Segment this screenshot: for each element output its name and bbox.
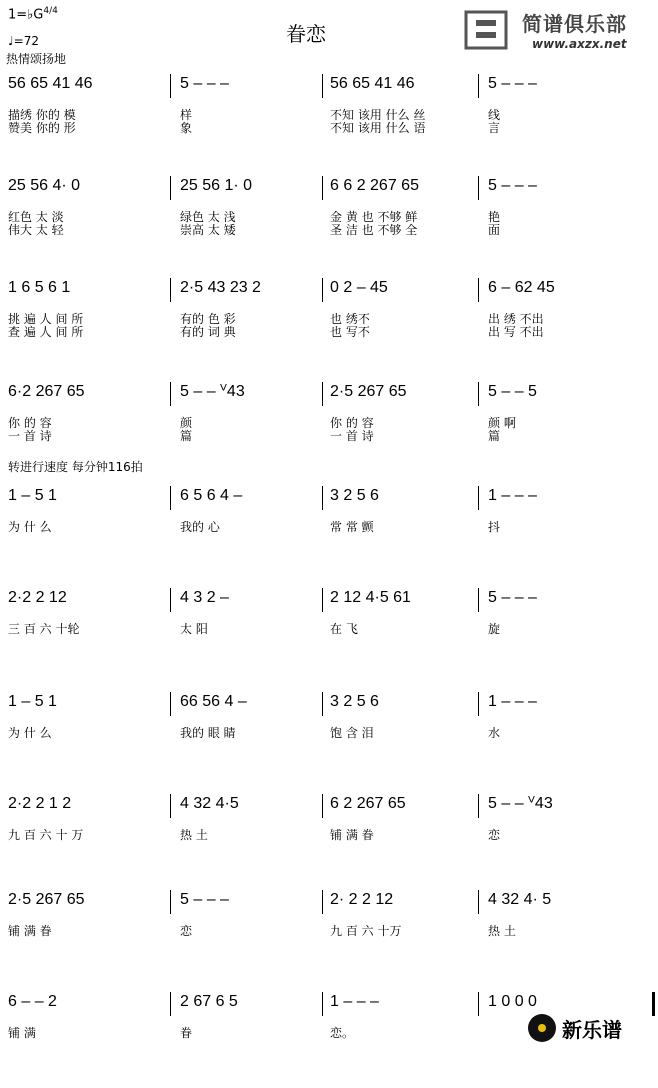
measure-notes: 5 – – ⱽ43 — [180, 383, 245, 400]
bar-line — [322, 74, 323, 98]
bar-line — [478, 588, 479, 612]
measure-notes: 1 – – – — [488, 693, 537, 710]
lyric-verse-1: 我的 眼 睛 — [180, 726, 236, 740]
bar-line — [478, 890, 479, 914]
lyric-verse-1: 恋 — [488, 828, 501, 842]
measure-notes: 1 – – – — [488, 487, 537, 504]
logo-name: 简谱俱乐部 — [522, 12, 627, 36]
measure-notes: 1 – – – — [330, 993, 379, 1010]
measure-notes: 6 6 2 267 65 — [330, 177, 419, 194]
score-row — [0, 482, 658, 582]
score-row — [0, 790, 658, 890]
lyric-verse-1: 有的 色 彩 — [180, 312, 236, 326]
lyric-verse-1: 绿色 太 浅 — [180, 210, 236, 224]
measure-notes: 2·2 2 1 2 — [8, 795, 72, 812]
lyric-verse-2: 象 — [180, 121, 193, 135]
bar-line — [170, 278, 171, 302]
bar-line — [322, 486, 323, 510]
tempo-change-note: 转进行速度 每分钟116拍 — [8, 460, 143, 474]
bar-line — [322, 692, 323, 716]
measure-notes: 5 – – – — [488, 177, 537, 194]
lyric-verse-1: 也 绣不 — [330, 312, 370, 326]
score-row — [0, 172, 658, 272]
measure-notes: 6·2 267 65 — [8, 383, 85, 400]
lyric-verse-1: 三 百 六 十轮 — [8, 622, 80, 636]
key-signature: $1=♭G^{4/4}$ — [8, 6, 58, 23]
lyric-verse-1: 红色 太 淡 — [8, 210, 64, 224]
measure-notes: 3 2 5 6 — [330, 693, 379, 710]
measure-notes: 2·2 2 12 — [8, 589, 67, 606]
bar-line — [322, 794, 323, 818]
measure-notes: 6 2 267 65 — [330, 795, 406, 812]
lyric-verse-2: 篇 — [180, 429, 193, 443]
lyric-verse-1: 九 百 六 十 万 — [8, 828, 84, 842]
measure-notes: 5 – – – — [488, 75, 537, 92]
measure-notes: 56 65 41 46 — [8, 75, 93, 92]
score-row — [0, 688, 658, 788]
measure-notes: 3 2 5 6 — [330, 487, 379, 504]
measure-notes: 4 3 2 – — [180, 589, 229, 606]
lyric-verse-2: 篇 — [488, 429, 501, 443]
lyric-verse-1: 眷 — [180, 1026, 193, 1040]
lyric-verse-1: 铺 满 眷 — [8, 924, 52, 938]
lyric-verse-2: 出 写 不出 — [488, 325, 544, 339]
bar-line — [478, 382, 479, 406]
logo-url: www.axzx.net — [532, 37, 627, 51]
measure-notes: 6 5 6 4 – — [180, 487, 243, 504]
bar-line — [170, 890, 171, 914]
lyric-verse-2: 也 写不 — [330, 325, 370, 339]
lyric-verse-1: 挑 遍 人 间 所 — [8, 312, 84, 326]
measure-notes: 6 – – 2 — [8, 993, 57, 1010]
measure-notes: 56 65 41 46 — [330, 75, 415, 92]
bar-line — [170, 382, 171, 406]
bar-line — [478, 176, 479, 200]
bar-line — [322, 176, 323, 200]
bar-line — [170, 74, 171, 98]
lyric-verse-1: 热 土 — [488, 924, 516, 938]
song-title: 眷恋 — [286, 22, 326, 46]
lyric-verse-2: 言 — [488, 121, 501, 135]
record-disc-icon — [528, 1014, 556, 1042]
lyric-verse-1: 九 百 六 十万 — [330, 924, 402, 938]
bar-line — [170, 588, 171, 612]
measure-notes: 66 56 4 – — [180, 693, 247, 710]
score-row — [0, 274, 658, 374]
lyric-verse-2: 圣 洁 也 不够 全 — [330, 223, 418, 237]
measure-notes: 5 – – 5 — [488, 383, 537, 400]
lyric-verse-1: 颜 — [180, 416, 193, 430]
measure-notes: 25 56 1· 0 — [180, 177, 253, 194]
lyric-verse-1: 你 的 容 — [8, 416, 52, 430]
score-row — [0, 70, 658, 170]
measure-notes: 2· 2 2 12 — [330, 891, 394, 908]
logo-mark-icon — [462, 4, 522, 54]
bar-line — [478, 278, 479, 302]
lyric-verse-1: 水 — [488, 726, 501, 740]
bar-line — [478, 992, 479, 1016]
measure-notes: 4 32 4·5 — [180, 795, 239, 812]
measure-notes: 1 6 5 6 1 — [8, 279, 71, 296]
measure-notes: 1 – 5 1 — [8, 487, 57, 504]
measure-notes: 4 32 4· 5 — [488, 891, 552, 908]
lyric-verse-1: 出 绣 不出 — [488, 312, 544, 326]
brand-name: 新乐谱 — [562, 1018, 622, 1042]
bar-line — [170, 692, 171, 716]
lyric-verse-1: 金 黄 也 不够 鲜 — [330, 210, 418, 224]
score-row — [0, 584, 658, 684]
lyric-verse-2: 有的 词 典 — [180, 325, 236, 339]
lyric-verse-2: 一 首 诗 — [8, 429, 52, 443]
bar-line — [322, 890, 323, 914]
lyric-verse-1: 饱 含 泪 — [330, 726, 374, 740]
lyric-verse-1: 描绣 你的 模 — [8, 108, 76, 122]
measure-notes: 0 2 – 45 — [330, 279, 388, 296]
measure-notes: 5 – – – — [488, 589, 537, 606]
lyric-verse-1: 我的 心 — [180, 520, 220, 534]
lyric-verse-1: 铺 满 眷 — [330, 828, 374, 842]
lyric-verse-1: 为 什 么 — [8, 520, 52, 534]
lyric-verse-1: 线 — [488, 108, 501, 122]
bar-line — [170, 794, 171, 818]
lyric-verse-1: 恋。 — [330, 1026, 355, 1040]
lyric-verse-2: 赞美 你的 形 — [8, 121, 76, 135]
lyric-verse-1: 艳 — [488, 210, 501, 224]
bar-line — [478, 486, 479, 510]
lyric-verse-1: 恋 — [180, 924, 193, 938]
bar-line — [478, 692, 479, 716]
lyric-verse-1: 热 土 — [180, 828, 208, 842]
measure-notes: 2·5 267 65 — [8, 891, 85, 908]
bar-line — [170, 486, 171, 510]
lyric-verse-2: 崇高 太 矮 — [180, 223, 236, 237]
bar-line — [322, 992, 323, 1016]
lyric-verse-2: 一 首 诗 — [330, 429, 374, 443]
measure-notes: 1 0 0 0 — [488, 993, 537, 1010]
measure-notes: 25 56 4· 0 — [8, 177, 81, 194]
lyric-verse-1: 颜 啊 — [488, 416, 516, 430]
lyric-verse-1: 不知 该用 什么 丝 — [330, 108, 426, 122]
lyric-verse-1: 抖 — [488, 520, 501, 534]
measure-notes: 2 67 6 5 — [180, 993, 238, 1010]
bar-line — [170, 992, 171, 1016]
score-row — [0, 886, 658, 986]
brand-logo — [528, 1012, 654, 1046]
bar-line — [478, 794, 479, 818]
site-logo — [462, 4, 654, 54]
lyric-verse-1: 太 阳 — [180, 622, 208, 636]
measure-notes: 5 – – – — [180, 75, 229, 92]
lyric-verse-2: 面 — [488, 223, 501, 237]
lyric-verse-1: 为 什 么 — [8, 726, 52, 740]
measure-notes: 2 12 4·5 61 — [330, 589, 411, 606]
lyric-verse-1: 你 的 容 — [330, 416, 374, 430]
lyric-verse-1: 样 — [180, 108, 193, 122]
tempo-marking: ♩=72 — [8, 34, 39, 48]
bar-line — [322, 278, 323, 302]
bar-line — [322, 588, 323, 612]
lyric-verse-1: 常 常 颤 — [330, 520, 374, 534]
measure-notes: 5 – – ⱽ43 — [488, 795, 553, 812]
time-signature: 4/4 — [43, 6, 58, 16]
bar-line — [478, 74, 479, 98]
measure-notes: 2·5 43 23 2 — [180, 279, 261, 296]
lyric-verse-1: 在 飞 — [330, 622, 358, 636]
measure-notes: 5 – – – — [180, 891, 229, 908]
lyric-verse-1: 铺 满 — [8, 1026, 36, 1040]
lyric-verse-2: 伟大 太 轻 — [8, 223, 64, 237]
bar-line — [170, 176, 171, 200]
measure-notes: 6 – 62 45 — [488, 279, 555, 296]
expression-marking: 热情颂扬地 — [6, 52, 67, 66]
measure-notes: 1 – 5 1 — [8, 693, 57, 710]
lyric-verse-2: 查 遍 人 间 所 — [8, 325, 84, 339]
bar-line — [322, 382, 323, 406]
lyric-verse-2: 不知 该用 什么 语 — [330, 121, 426, 135]
lyric-verse-1: 旋 — [488, 622, 501, 636]
measure-notes: 2·5 267 65 — [330, 383, 407, 400]
